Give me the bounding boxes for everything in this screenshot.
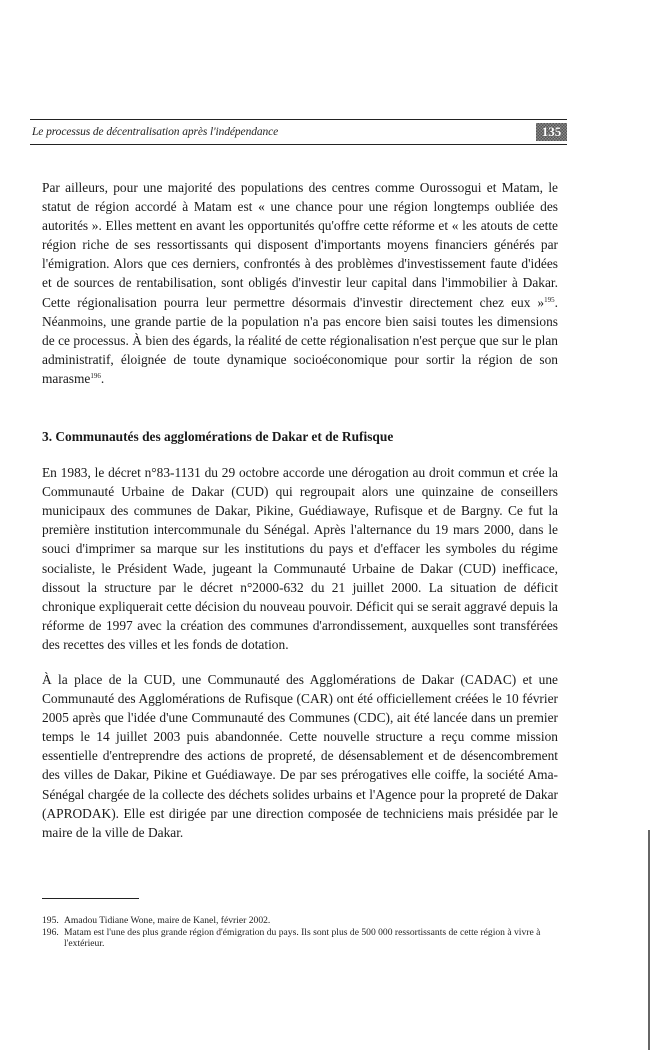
page-number: 135 [536,123,567,141]
paragraph-cud: En 1983, le décret n°83-1131 du 29 octobre accorde une dérogation au droit commun et crée la Communauté Urbaine de Dakar (CUD) qui regroupait alors une quinzaine de conseillers municipaux des communes de Dakar, Pikine, Guédiawaye, Rufisque et de Bargny. Ce fut la première institution intercommunale du Sénégal. Après l'alternance du 19 mars 2000, dans le souci d'imprimer sa marque sur les institutions du pays et d'effacer les symboles du régime socialiste, le Président Wade, jugeant la Communauté Urbaine de Dakar (CUD) inefficace, dissout la structure par le décret n°2000-632 du 21 juillet 2000. La situation de déficit chronique expliquerait cette décision du nouveau pouvoir. Déficit qui se serait aggravé depuis la réforme de 1997 avec la création des communes d'arrondissement, auxquelles sont transférées des recettes des villes et les fonds de dotation. [42,465,558,652]
running-header [30,119,567,145]
page-body [42,178,558,842]
footnote-195 [42,915,562,927]
footnote-number: 195. [42,915,59,926]
footnote-ref-196[interactable]: 196 [90,371,101,380]
footnote-number: 196. [42,926,59,938]
paragraph-intro [42,178,558,388]
paragraph-cadac: À la place de la CUD, une Communauté des Agglomérations de Dakar (CADAC) et une Communauté des Agglomérations de Rufisque (CAR) ont été officiellement créées le 10 février 2005 après que l'idée d'une Communauté des Communes (CDC), ait été lancée dans un premier temps le 14 juillet 2003 puis abandonnée. Cette nouvelle structure a reçu comme mission essentielle d'entreprendre des actions de propreté, de désensablement et de désencombrement des villes de Dakar, Pikine et Guédiawaye. De par ses prérogatives elle coiffe, la société Ama-Sénégal chargée de la collecte des déchets solides urbains et l'Agence pour la propreté de Dakar (APRODAK). Elle est dirigée par une direction composée de techniciens mais présidée par le maire de la ville de Dakar. [42,671,558,840]
footnote-divider [42,898,139,899]
paragraph-text: Par ailleurs, pour une majorité des populations des centres comme Ourossogui et Matam, le statut de région accordé à Matam est « une chance pour une région longtemps oubliée des autorités ». Elles mettent en avant les opportunités qu'offre cette réforme et « les atouts de cette région riche de ses ressortissants qui disposent d'importants moyens financiers générés par l'émigration. Alors que ces derniers, confrontés à des problèmes d'investissement faute d'idées et de sources de rentabilisation, sont obligés d'investir leur capital dans l'immobilier à Dakar. Cette régionalisation pourra leur permettre désormais d'investir directement chez eux » [42,180,558,310]
paragraph-text: . [100,370,105,386]
paragraph-text: . Néanmoins, une grande partie de la population n'a pas encore bien saisi toutes les dimensions de ce processus. À bien des égards, la réalité de cette régionalisation n'est perçue que sur le plan administratif, éloignée de toute dynamique socioéconomique pour sortir la région de son marasme [42,294,558,386]
footnote-text: Amadou Tidiane Wone, maire de Kanel, février 2002. [64,915,271,926]
section-heading: 3. Communautés des agglomérations de Dakar et de Rufisque [42,429,394,445]
footnote-text: Matam est l'une des plus grande région d'émigration du pays. Ils sont plus de 500 000 ressortissants de cette région à vivre à l'extérieur. [64,926,541,949]
page-edge-line [648,830,650,1050]
footnote-196 [42,927,562,950]
footnote-ref-195[interactable]: 195 [544,295,555,304]
footnotes [42,898,562,950]
running-title: Le processus de décentralisation après l'indépendance [32,126,279,138]
